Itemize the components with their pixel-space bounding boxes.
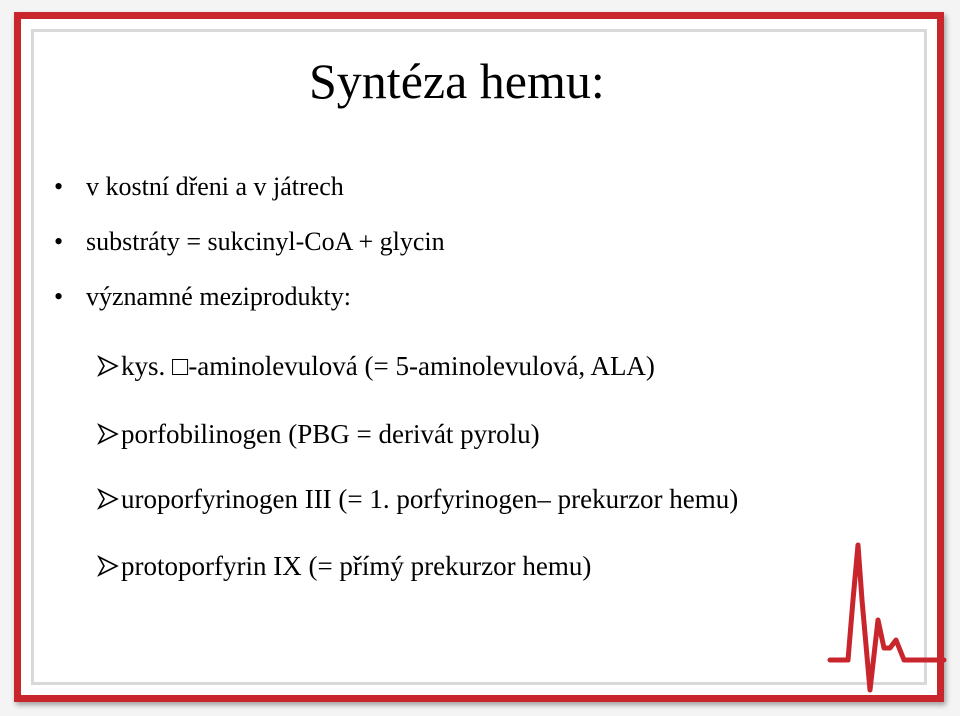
bullet-item (54, 229, 445, 255)
bullet-text: významné meziprodukty: (86, 282, 351, 311)
sub-item-text: uroporfyrinogen III (= 1. porfyrinogen– prekurzor hemu) (121, 484, 739, 514)
bullet-text: substráty = sukcinyl-CoA + glycin (86, 227, 445, 256)
bullet-dot-icon: • (54, 282, 64, 311)
sub-list-item (97, 421, 540, 448)
bullet-dot-icon: • (54, 172, 64, 201)
sub-item-text: porfobilinogen (PBG = derivát pyrolu) (121, 419, 540, 449)
arrowhead-bullet-icon (97, 555, 119, 577)
sub-list-item (97, 353, 655, 380)
arrowhead-bullet-icon (97, 488, 119, 510)
sub-item-text: protoporfyrin IX (= přímý prekurzor hemu) (121, 551, 592, 581)
sub-item-text: kys. □-aminolevulová (= 5-aminolevulová, ALA) (121, 351, 655, 381)
arrowhead-bullet-icon (97, 423, 119, 445)
sub-list-item (97, 486, 738, 513)
arrowhead-bullet-icon (97, 355, 119, 377)
bullet-dot-icon: • (54, 227, 64, 256)
sub-list-item (97, 553, 591, 580)
slide-title: Syntéza hemu: (309, 53, 605, 109)
bullet-item (54, 174, 344, 200)
bullet-item (54, 284, 351, 310)
bullet-text: v kostní dřeni a v játrech (86, 172, 344, 201)
